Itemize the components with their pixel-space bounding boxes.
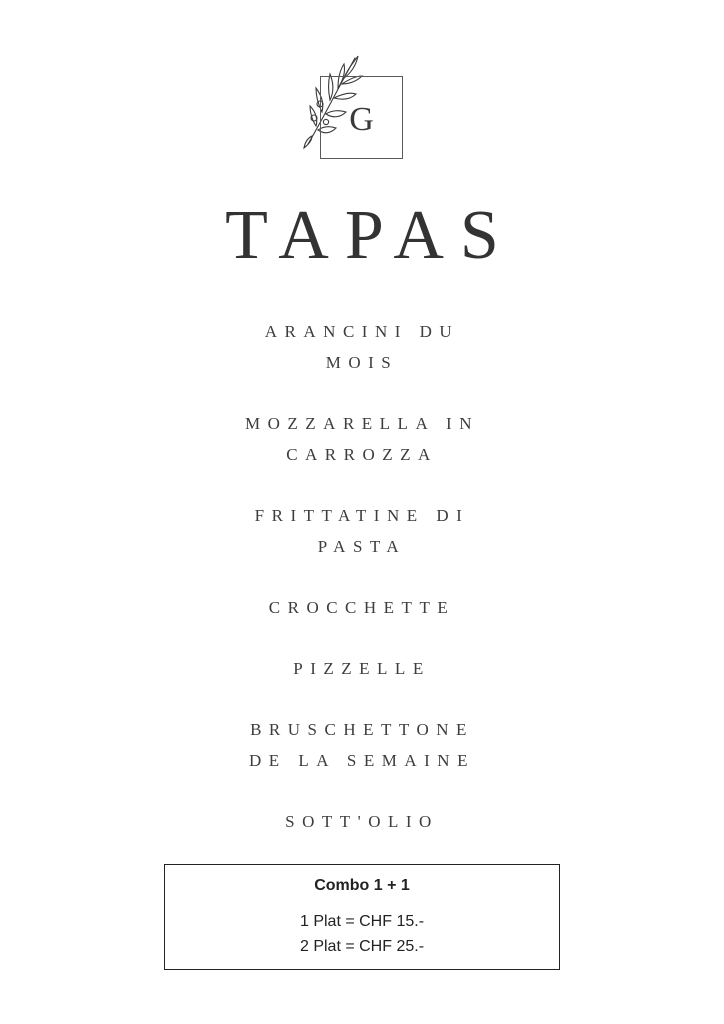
menu-item-line: FRITTATINE DI (254, 506, 470, 525)
menu-item-line: MOZZARELLA IN (245, 414, 479, 433)
menu-item-line: ARANCINI DU (264, 322, 460, 341)
menu-item-line: MOIS (325, 353, 399, 372)
menu-item-line: BRUSCHETTONE (250, 720, 474, 739)
menu-item (0, 316, 724, 378)
page-title: TAPAS (225, 197, 515, 274)
menu-item-line: PIZZELLE (293, 659, 431, 678)
menu-item-line: PASTA (317, 537, 407, 556)
logo-letter: G (349, 101, 374, 138)
menu-item (0, 653, 724, 684)
logo (300, 54, 410, 164)
combo-box (164, 864, 560, 970)
menu-item (0, 500, 724, 562)
combo-price-line: 1 Plat = CHF 15.- (299, 913, 425, 930)
combo-title: Combo 1 + 1 (314, 877, 410, 894)
menu-item (0, 806, 724, 837)
combo-price-line: 2 Plat = CHF 25.- (299, 938, 425, 955)
menu-item-line: SOTT'OLIO (285, 812, 439, 831)
menu-item (0, 408, 724, 470)
menu-item-line: DE LA SEMAINE (249, 751, 475, 770)
menu-item (0, 592, 724, 623)
menu-item-line: CROCCHETTE (268, 598, 456, 617)
menu-item (0, 714, 724, 776)
menu-item-line: CARROZZA (286, 445, 438, 464)
